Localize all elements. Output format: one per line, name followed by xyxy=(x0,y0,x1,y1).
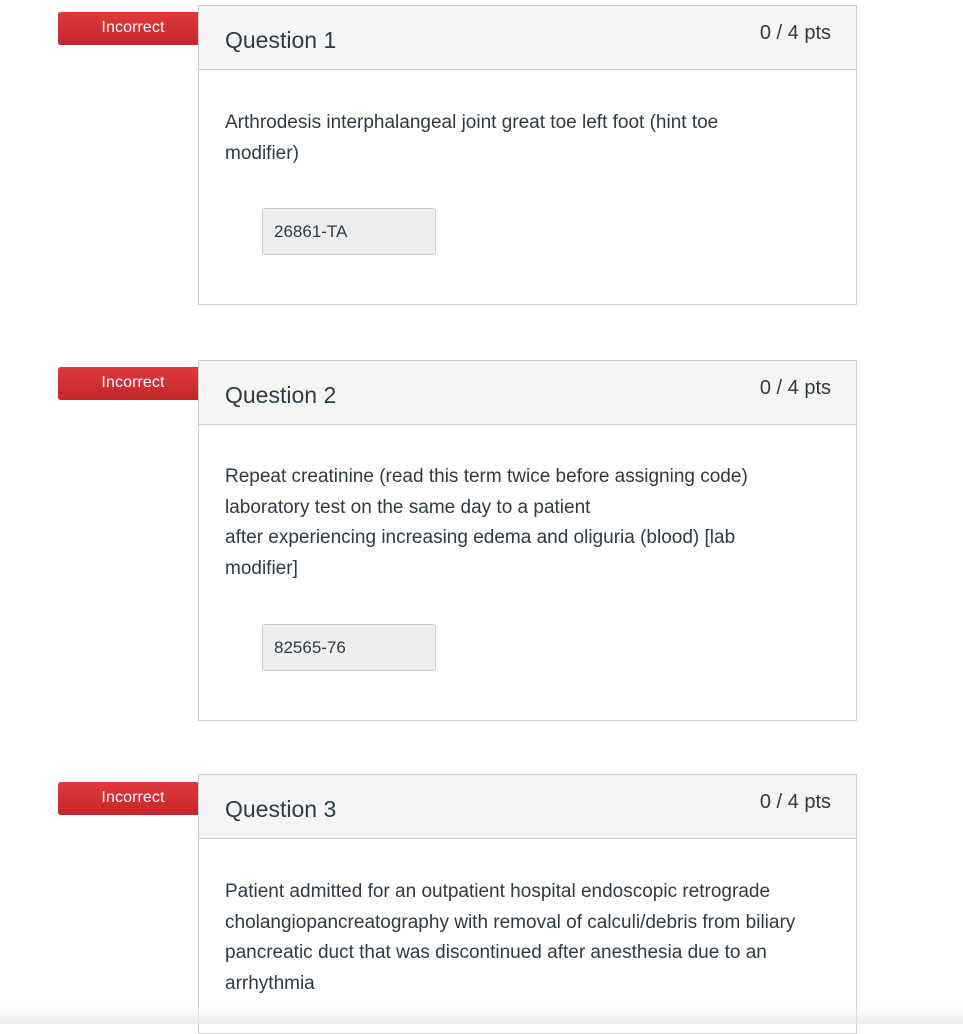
question-header xyxy=(199,775,856,839)
question-text-line: Patient admitted for an outpatient hospital endoscopic retrograde cholangiopancreatography with removal of calculi/debris from biliary pancreatic duct that was discontinued after anesthesia due to an arrhythmia xyxy=(225,881,796,994)
status-label: Incorrect xyxy=(101,789,165,806)
bottom-fade xyxy=(0,1006,963,1024)
question-text-line: Repeat creatinine (read this term twice before assigning code) laboratory test on the same day to a patient xyxy=(225,466,748,518)
incorrect-flag xyxy=(58,12,218,45)
question-text xyxy=(225,108,785,169)
question-points: 0 / 4 pts xyxy=(759,791,831,813)
question-card xyxy=(198,5,857,305)
status-label: Incorrect xyxy=(101,374,165,391)
question-header xyxy=(199,361,856,425)
question-title: Question 1 xyxy=(225,27,337,53)
question-text-line: after experiencing increasing edema and oliguria (blood) [lab modifier] xyxy=(225,527,736,579)
question-header xyxy=(199,6,856,70)
status-label: Incorrect xyxy=(101,19,165,36)
question-text xyxy=(225,877,840,999)
question-text xyxy=(225,462,795,584)
question-title: Question 3 xyxy=(225,796,337,822)
incorrect-flag xyxy=(58,367,218,400)
question-points: 0 / 4 pts xyxy=(759,22,831,44)
question-card xyxy=(198,360,857,721)
question-text-line: Arthrodesis interphalangeal joint great toe left foot (hint toe modifier) xyxy=(225,112,719,164)
question-title: Question 2 xyxy=(225,382,337,408)
question-card xyxy=(198,774,857,1034)
question-points: 0 / 4 pts xyxy=(759,377,831,399)
answer-field: 26861-TA xyxy=(262,208,436,255)
incorrect-flag xyxy=(58,782,218,815)
answer-field: 82565-76 xyxy=(262,624,436,671)
